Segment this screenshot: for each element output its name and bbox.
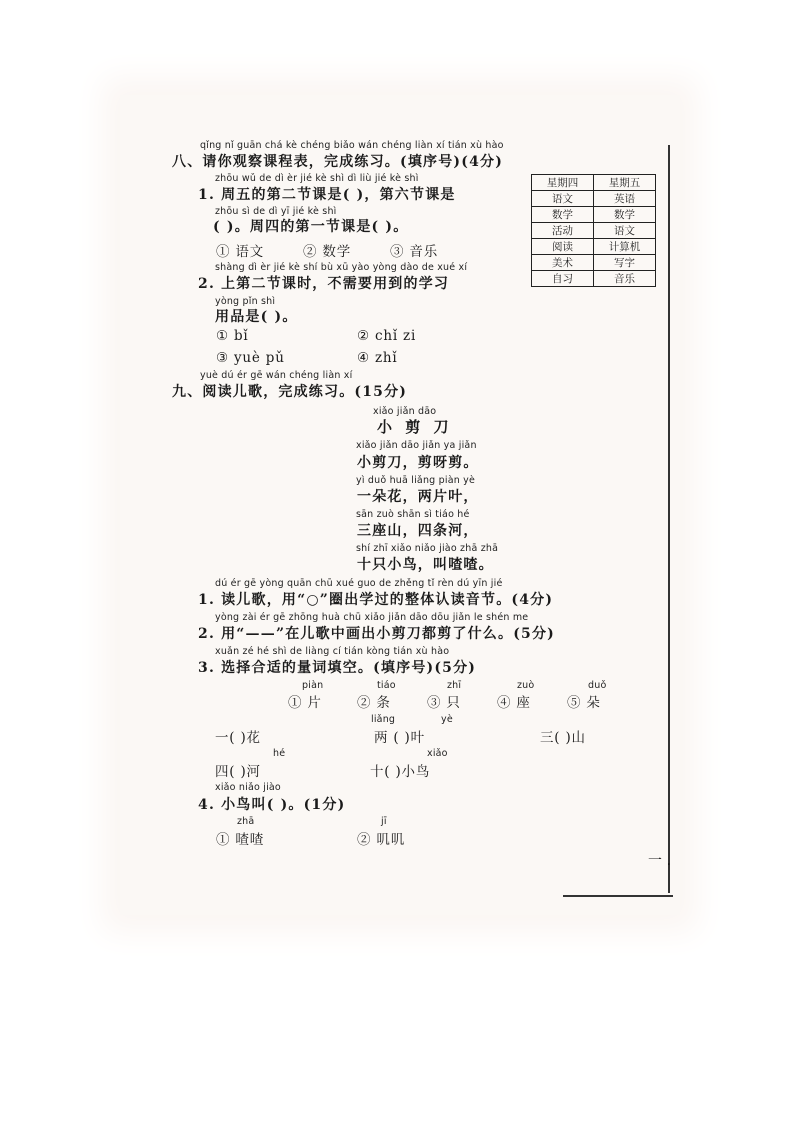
measure-word-pinyin: duǒ [588,680,607,691]
blank-pinyin: hé [273,748,286,759]
measure-word-pinyin: zhī [447,680,462,691]
measure-word-option: ② 条 [357,695,391,711]
s8-q1-option-3: ③ 音乐 [390,244,438,260]
fill-blank: 四( )河 [215,764,261,780]
blank-pinyin: yè [441,714,453,725]
poem-title: 小 剪 刀 [377,418,453,436]
table-cell: 音乐 [594,271,656,287]
table-cell: 数学 [594,207,656,223]
s8-q2-pinyin-1: shàng dì èr jié kè shí bù xū yào yòng dào de xué xí [215,262,468,273]
s9-q4-pinyin: xiǎo niǎo jiào [215,782,281,793]
q4-option: ① 喳喳 [216,832,264,848]
measure-word-pinyin: piàn [302,680,324,691]
s8-q2-line-1: 2. 上第二节课时，不需要用到的学习 [198,276,450,292]
blank-pinyin: xiǎo [427,748,448,759]
table-header-cell: 星期五 [594,175,656,191]
fill-blank: 三( )山 [540,730,586,746]
fill-blank: 两 ( )叶 [374,730,425,746]
s8-q2-line-2: 用品是( )。 [215,309,298,325]
poem-line: 十只小鸟，叫喳喳。 [357,557,494,573]
s9-title: 九、阅读儿歌，完成练习。(15分) [172,384,408,400]
measure-word-pinyin: zuò [517,680,535,691]
table-cell: 阅读 [532,239,594,255]
margin-rule-bottom [563,895,673,897]
s8-q2-option-1: ① bǐ [216,328,249,344]
table-cell: 语文 [532,191,594,207]
table-cell: 数学 [532,207,594,223]
s8-title: 八、请你观察课程表，完成练习。(填序号)(4分) [172,154,504,170]
table-cell: 英语 [594,191,656,207]
fill-blank: 十( )小鸟 [370,764,431,780]
s9-q1-pinyin: dú ér gē yòng quān chū xué guo de zhěng tǐ rèn dú yīn jié [215,578,503,589]
s8-q1-pinyin-2: zhōu sì de dì yī jié kè shì [215,206,337,217]
table-cell: 美术 [532,255,594,271]
s8-q2-option-2: ② chǐ zi [357,328,417,344]
s9-q4: 4. 小鸟叫( )。(1分) [198,797,346,813]
table-cell: 写字 [594,255,656,271]
s8-q2-option-3: ③ yuè pǔ [216,350,285,366]
poem-line: 三座山，四条河， [357,523,479,539]
s8-q2-option-4: ④ zhǐ [357,350,398,366]
table-cell: 自习 [532,271,594,287]
poem-line: 一朵花，两片叶， [357,489,479,505]
table-row [532,191,656,207]
table-cell: 计算机 [594,239,656,255]
s9-q1: 1. 读儿歌，用“○”圈出学过的整体认读音节。(4分) [198,592,554,608]
page-mark: 一 . [648,853,671,869]
measure-word-option: ③ 只 [427,695,461,711]
table-cell: 语文 [594,223,656,239]
poem-line-pinyin: yì duǒ huā liǎng piàn yè [356,475,476,486]
s8-q1-option-1: ① 语文 [216,244,264,260]
poem-line-pinyin: sān zuò shān sì tiáo hé [356,509,470,520]
s8-q1-line-2: ( )。周四的第一节课是( )。 [213,219,409,235]
measure-word-option: ④ 座 [497,695,531,711]
measure-word-option: ① 片 [288,695,322,711]
s9-q3-pinyin: xuǎn zé hé shì de liàng cí tián kòng tián xù hào [215,646,450,657]
s8-q1-option-2: ② 数学 [303,244,351,260]
table-row [532,207,656,223]
blank-pinyin: liǎng [371,714,396,725]
s9-q2-pinyin: yòng zài ér gē zhōng huà chū xiǎo jiǎn dāo dōu jiǎn le shén me [215,612,529,623]
s9-q2: 2. 用“——”在儿歌中画出小剪刀都剪了什么。(5分) [198,626,555,642]
table-header-cell: 星期四 [532,175,594,191]
poem-line: 小剪刀，剪呀剪。 [357,455,479,471]
s8-title-pinyin: qǐng nǐ guān chá kè chéng biǎo wán chéng liàn xí tián xù hào [200,140,504,151]
table-row [532,239,656,255]
s9-title-pinyin: yuè dú ér gē wán chéng liàn xí [200,370,353,381]
poem-title-pinyin: xiǎo jiǎn dāo [373,406,437,417]
q4-option-pinyin: jī [381,816,387,827]
poem-line-pinyin: xiǎo jiǎn dāo jiǎn ya jiǎn [356,440,477,451]
s8-q1-line-1: 1. 周五的第二节课是( )，第六节课是 [198,187,456,203]
measure-word-option: ⑤ 朵 [567,695,601,711]
s8-q2-pinyin-2: yòng pǐn shì [215,296,276,307]
poem-line-pinyin: shí zhī xiǎo niǎo jiào zhā zhā [356,543,499,554]
measure-word-pinyin: tiáo [377,680,396,691]
s8-q1-pinyin-1: zhōu wǔ de dì èr jié kè shì dì liù jié kè shì [215,173,419,184]
q4-option: ② 叽叽 [357,832,405,848]
s9-q3: 3. 选择合适的量词填空。(填序号)(5分) [198,660,477,676]
table-row [532,255,656,271]
table-header-row [532,175,656,191]
table-row [532,223,656,239]
table-row [532,271,656,287]
fill-blank: 一( )花 [215,730,261,746]
margin-rule-right [668,145,670,893]
q4-option-pinyin: zhā [237,816,255,827]
class-schedule-table [531,174,656,287]
table-cell: 活动 [532,223,594,239]
